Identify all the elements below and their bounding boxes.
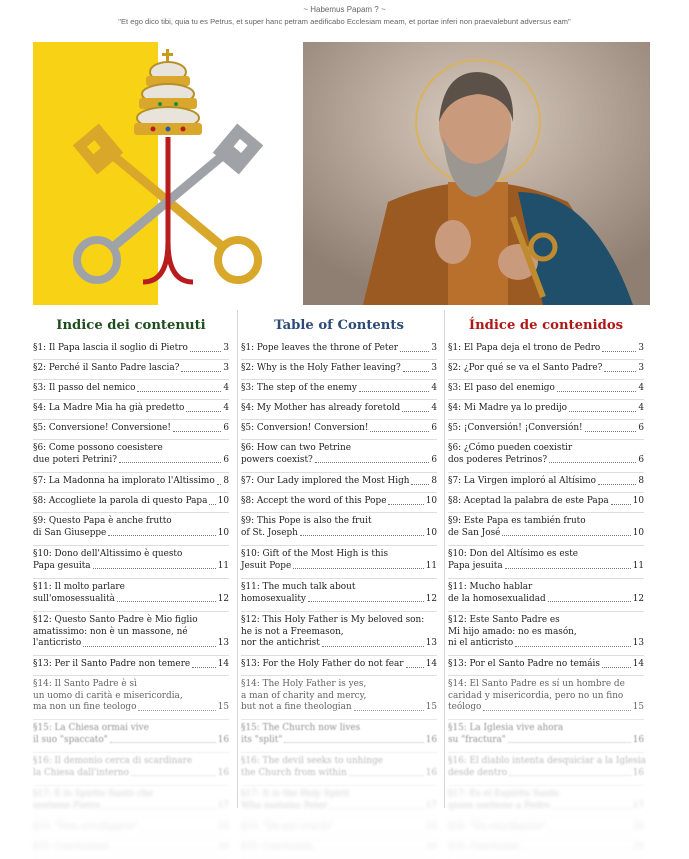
dot-leader bbox=[549, 455, 636, 464]
toc-entry-text: §3: Il passo del nemico bbox=[33, 383, 136, 393]
toc-page-number: 14 bbox=[217, 659, 229, 669]
toc-entry-text: §10: Dono dell'Altissimo è questo bbox=[33, 549, 183, 559]
toc-entry-text: §12: This Holy Father is My beloved son: bbox=[241, 615, 425, 625]
toc-title-spanish: Índice de contenidos bbox=[468, 317, 624, 333]
saint-peter-image bbox=[303, 42, 650, 305]
toc-page-number: 13 bbox=[632, 638, 644, 648]
toc-entry-text: §6: How can two Petrine bbox=[241, 443, 351, 453]
toc-entry[interactable] bbox=[33, 493, 229, 513]
toc-entry-text: §8: Accogliete la parola di questo Papa bbox=[33, 496, 208, 506]
toc-entry-text: but not a fine theologian bbox=[241, 702, 352, 712]
toc-column-english bbox=[241, 310, 437, 852]
toc-entry[interactable] bbox=[241, 493, 437, 513]
toc-entry-text: §1: Pope leaves the throne of Peter bbox=[241, 343, 398, 353]
dot-leader bbox=[403, 363, 430, 372]
dot-leader bbox=[411, 476, 429, 485]
toc-entry-text: §15: La Chiesa ormai vive bbox=[33, 723, 149, 733]
toc-entry-text: di San Giuseppe bbox=[33, 527, 107, 538]
toc-page-number: 6 bbox=[223, 423, 229, 433]
toc-entry-text: §15: The Church now lives bbox=[241, 723, 361, 733]
dot-leader bbox=[359, 383, 429, 392]
dot-leader bbox=[400, 343, 429, 352]
toc-entry-text: §11: Il molto parlare bbox=[33, 582, 125, 592]
toc-entry-text: §12: Questo Santo Padre è Mio figlio bbox=[33, 615, 198, 625]
toc-page-number: 3 bbox=[638, 363, 644, 373]
dot-leader bbox=[93, 561, 216, 570]
toc-page-number: 15 bbox=[632, 702, 644, 712]
dot-leader bbox=[315, 455, 430, 464]
dot-leader bbox=[186, 403, 221, 412]
toc-entry-text: §13: Por el Santo Padre no temáis bbox=[448, 659, 600, 669]
toc-page-number: 4 bbox=[223, 403, 229, 413]
toc-entry-text: homosexuality bbox=[241, 593, 306, 604]
dot-leader bbox=[137, 383, 221, 392]
toc-entry[interactable] bbox=[241, 839, 437, 859]
toc-entry-text: desde dentro bbox=[448, 767, 508, 778]
toc-entry[interactable] bbox=[33, 380, 229, 400]
toc-entry[interactable] bbox=[448, 579, 644, 612]
toc-entry[interactable] bbox=[33, 839, 229, 859]
toc-page-number: 4 bbox=[431, 403, 437, 413]
dot-leader bbox=[598, 476, 636, 485]
toc-entry-text: l'anticristo bbox=[33, 638, 82, 648]
toc-entry[interactable] bbox=[241, 360, 437, 380]
dot-leader bbox=[388, 496, 423, 505]
toc-page-number: 3 bbox=[223, 363, 229, 373]
toc-entry-text: §7: Our Lady implored the Most High bbox=[241, 476, 410, 486]
toc-entry-text: caridad y misericordia, pero no un fino bbox=[448, 690, 624, 701]
toc-page-number: 4 bbox=[431, 383, 437, 393]
toc-page-number: 6 bbox=[638, 454, 644, 465]
toc-page-number: 15 bbox=[217, 702, 229, 712]
toc-entry[interactable] bbox=[241, 380, 437, 400]
toc-entry[interactable] bbox=[448, 839, 644, 859]
dot-leader bbox=[406, 659, 424, 668]
toc-page-number: 17 bbox=[425, 800, 437, 811]
toc-entry[interactable] bbox=[241, 440, 437, 473]
toc-entry-text: sostiene Pietro bbox=[33, 800, 101, 811]
toc-page-number: 18 bbox=[425, 822, 437, 832]
toc-entry-text: Who sustains Peter bbox=[241, 800, 328, 811]
toc-page-number: 17 bbox=[632, 800, 644, 811]
dot-leader bbox=[509, 768, 631, 777]
toc-page-number: 13 bbox=[425, 638, 437, 648]
toc-page-number: 16 bbox=[632, 767, 644, 778]
toc-entry-text: su "fractura" bbox=[448, 734, 506, 745]
toc-entry-text: ni el anticristo bbox=[448, 638, 514, 648]
toc-page-number: 10 bbox=[425, 527, 437, 538]
toc-entry[interactable] bbox=[33, 656, 229, 676]
dot-leader bbox=[502, 528, 630, 537]
toc-page-number: 8 bbox=[638, 476, 644, 486]
toc-entry[interactable] bbox=[33, 676, 229, 720]
header-motto: "Et ego dico tibi, quia tu es Petrus, et super hanc petram aedificabo Ecclesiam meam, et portae inferi non praevalebunt adversus eam" bbox=[118, 17, 571, 26]
dot-leader bbox=[521, 842, 630, 851]
dot-leader bbox=[508, 735, 631, 744]
vatican-flag-image bbox=[33, 42, 282, 305]
toc-entry[interactable] bbox=[33, 420, 229, 440]
toc-column-spanish bbox=[448, 310, 646, 852]
toc-entry-text: §10: Don del Altísimo es este bbox=[448, 549, 579, 559]
toc-entry-text: §6: ¿Cómo pueden coexistir bbox=[448, 443, 573, 453]
toc-entry-text: §9: Este Papa es también fruto bbox=[448, 516, 586, 526]
dot-leader bbox=[402, 403, 429, 412]
toc-entry[interactable] bbox=[33, 612, 229, 656]
toc-entry[interactable] bbox=[448, 819, 644, 839]
toc-page-number: 16 bbox=[632, 734, 644, 745]
toc-page-number: 16 bbox=[425, 734, 437, 745]
toc-page-number: 14 bbox=[425, 659, 437, 669]
toc-entry[interactable] bbox=[448, 676, 644, 720]
toc-entry[interactable] bbox=[448, 786, 644, 819]
toc-page-number: 3 bbox=[431, 363, 437, 373]
toc-entry-text: §2: Perché il Santo Padre lascia? bbox=[33, 363, 180, 373]
toc-entry-text: §16: Il demonio cerca di scardinare bbox=[33, 756, 193, 766]
toc-entry[interactable] bbox=[33, 513, 229, 546]
toc-entry[interactable] bbox=[33, 786, 229, 819]
toc-entry[interactable] bbox=[241, 676, 437, 720]
toc-entry-text: §17: È lo Spirito Santo che bbox=[33, 789, 154, 799]
dot-leader bbox=[370, 423, 429, 432]
toc-entry-text: §8: Accept the word of this Pope bbox=[241, 496, 387, 506]
toc-entry-text: §17: It is the Holy Spirit bbox=[241, 789, 350, 799]
toc-page-number: 11 bbox=[632, 560, 644, 571]
toc-entry-text: §11: Mucho hablar bbox=[448, 582, 533, 592]
toc-page-number: 16 bbox=[217, 734, 229, 745]
toc-page-number: 10 bbox=[425, 496, 437, 506]
toc-page-number: 3 bbox=[431, 343, 437, 353]
toc-list bbox=[448, 340, 644, 859]
toc-entry-text: un uomo di carità e misericordia, bbox=[33, 690, 183, 701]
toc-page-number: 10 bbox=[217, 496, 229, 506]
toc-page-number: 11 bbox=[217, 560, 229, 571]
dot-leader bbox=[548, 822, 630, 831]
toc-entry[interactable] bbox=[33, 579, 229, 612]
toc-entry[interactable] bbox=[241, 513, 437, 546]
toc-entry-text: teólogo bbox=[448, 702, 482, 712]
toc-entry-text: de San José bbox=[448, 527, 501, 538]
toc-entry[interactable] bbox=[241, 546, 437, 579]
dot-leader bbox=[569, 403, 636, 412]
toc-entry-text: §9: Questo Papa è anche frutto bbox=[33, 516, 172, 526]
toc-entry[interactable] bbox=[448, 720, 644, 753]
dot-leader bbox=[138, 702, 215, 711]
toc-page-number: 12 bbox=[632, 593, 644, 604]
column-separator bbox=[237, 310, 238, 808]
toc-entry-text: nor the antichrist bbox=[241, 638, 320, 648]
toc-entry[interactable] bbox=[448, 546, 644, 579]
toc-entry-text: sull'omosessualità bbox=[33, 593, 115, 604]
toc-entry-text: §17: Es el Espíritu Santo bbox=[448, 789, 560, 799]
dot-leader bbox=[293, 561, 424, 570]
dot-leader bbox=[117, 594, 216, 603]
toc-entry-text: §18: "Do not crucify" bbox=[241, 822, 335, 832]
toc-entry-text: §14: Il Santo Padre è sì bbox=[33, 679, 137, 689]
dot-leader bbox=[505, 561, 631, 570]
toc-entry-text: the Church from within bbox=[241, 767, 347, 778]
toc-entry[interactable] bbox=[448, 513, 644, 546]
toc-page-number: 8 bbox=[431, 476, 437, 486]
toc-entry[interactable] bbox=[241, 819, 437, 839]
toc-entry[interactable] bbox=[448, 400, 644, 420]
toc-entry[interactable] bbox=[241, 612, 437, 656]
toc-page-number: 19 bbox=[425, 842, 437, 852]
toc-page-number: 8 bbox=[223, 476, 229, 486]
toc-entry-text: §4: Mi Madre ya lo predijo bbox=[448, 403, 567, 413]
toc-entry-text: §2: ¿Por qué se va el Santo Padre? bbox=[448, 363, 603, 373]
dot-leader bbox=[483, 702, 630, 711]
toc-page-number: 6 bbox=[223, 454, 229, 465]
toc-entry-text: §5: Conversion! Conversion! bbox=[241, 423, 369, 433]
toc-entry-text: §18: "Non crocifiggete" bbox=[33, 822, 139, 832]
toc-entry[interactable] bbox=[448, 420, 644, 440]
dot-leader bbox=[548, 594, 631, 603]
toc-entry-text: §14: El Santo Padre es sí un hombre de bbox=[448, 679, 625, 689]
toc-entry-text: de la homosexualidad bbox=[448, 593, 546, 604]
toc-entry[interactable] bbox=[33, 546, 229, 579]
toc-page-number: 13 bbox=[217, 638, 229, 648]
toc-entry-text: §1: Il Papa lascia il soglio di Pietro bbox=[33, 343, 188, 353]
toc-entry-text: §4: La Madre Mia ha già predetto bbox=[33, 403, 185, 413]
toc-entry-text: a man of charity and mercy, bbox=[241, 690, 367, 701]
toc-entry[interactable] bbox=[33, 819, 229, 839]
toc-entry-text: §3: El paso del enemigo bbox=[448, 383, 555, 393]
dot-leader bbox=[192, 659, 216, 668]
toc-page-number: 10 bbox=[632, 496, 644, 506]
toc-page-number: 4 bbox=[223, 383, 229, 393]
header-title: ~ Habemus Papam ? ~ bbox=[303, 5, 386, 14]
toc-entry-text: he is not a Freemason, bbox=[241, 626, 344, 637]
toc-entry[interactable] bbox=[33, 720, 229, 753]
toc-entry-text: §6: Come possono coesistere bbox=[33, 443, 163, 453]
toc-title-italian: Indice dei contenuti bbox=[56, 317, 206, 333]
toc-entry[interactable] bbox=[241, 786, 437, 819]
toc-page-number: 6 bbox=[638, 423, 644, 433]
toc-entry[interactable] bbox=[33, 360, 229, 380]
toc-entry-text: §4: My Mother has already foretold bbox=[241, 403, 401, 413]
toc-entry-text: §16: The devil seeks to unhinge bbox=[241, 756, 383, 766]
dot-leader bbox=[611, 496, 631, 505]
dot-leader bbox=[190, 343, 222, 352]
dot-leader bbox=[349, 768, 424, 777]
toc-entry-text: §19: Conclusión bbox=[448, 842, 520, 852]
dot-leader bbox=[217, 476, 222, 485]
dot-leader bbox=[131, 768, 216, 777]
toc-page-number: 18 bbox=[632, 822, 644, 832]
toc-entry[interactable] bbox=[241, 753, 437, 786]
toc-entry[interactable] bbox=[448, 340, 644, 360]
toc-entry[interactable] bbox=[448, 493, 644, 513]
toc-page-number: 16 bbox=[425, 767, 437, 778]
toc-list bbox=[241, 340, 437, 859]
dot-leader bbox=[83, 638, 215, 647]
dot-leader bbox=[140, 822, 216, 831]
toc-entry[interactable] bbox=[448, 360, 644, 380]
toc-entry-text: §5: Conversione! Conversione! bbox=[33, 423, 171, 433]
dot-leader bbox=[308, 594, 424, 603]
toc-entry[interactable] bbox=[241, 420, 437, 440]
toc-entry[interactable] bbox=[448, 656, 644, 676]
dot-leader bbox=[173, 423, 221, 432]
dot-leader bbox=[209, 496, 215, 505]
toc-page-number: 14 bbox=[632, 659, 644, 669]
toc-entry[interactable] bbox=[241, 340, 437, 360]
toc-entry[interactable] bbox=[33, 400, 229, 420]
toc-entry-text: Papa jesuita bbox=[448, 560, 503, 571]
toc-entry-text: Papa gesuita bbox=[33, 560, 91, 571]
dot-leader bbox=[322, 638, 424, 647]
dot-leader bbox=[300, 528, 424, 537]
dot-leader bbox=[552, 801, 631, 810]
dot-leader bbox=[330, 801, 424, 810]
dot-leader bbox=[602, 343, 636, 352]
toc-entry-text: §14: The Holy Father is yes, bbox=[241, 679, 367, 689]
toc-entry-text: §7: La Madonna ha implorato l'Altissimo bbox=[33, 476, 215, 486]
toc-page-number: 6 bbox=[431, 454, 437, 465]
dot-leader bbox=[112, 842, 216, 851]
toc-entry-text: its "split" bbox=[241, 734, 283, 745]
dot-leader bbox=[336, 822, 423, 831]
toc-entry[interactable] bbox=[241, 720, 437, 753]
toc-entry[interactable] bbox=[33, 440, 229, 473]
dot-leader bbox=[604, 363, 636, 372]
toc-entry[interactable] bbox=[33, 473, 229, 493]
toc-page-number: 10 bbox=[217, 527, 229, 538]
toc-entry-text: la Chiesa dall'interno bbox=[33, 767, 129, 778]
column-separator bbox=[444, 310, 445, 808]
toc-entry[interactable] bbox=[33, 753, 229, 786]
toc-page-number: 3 bbox=[638, 343, 644, 353]
toc-entry-text: due poteri Petrini? bbox=[33, 454, 117, 465]
toc-entry-text: quien sostiene a Pedro bbox=[448, 800, 551, 811]
toc-entry[interactable] bbox=[241, 400, 437, 420]
toc-entry[interactable] bbox=[241, 473, 437, 493]
toc-list bbox=[33, 340, 229, 859]
toc-entry-text: §12: Este Santo Padre es bbox=[448, 615, 560, 625]
toc-entry-text: powers coexist? bbox=[241, 454, 313, 465]
toc-entry[interactable] bbox=[241, 656, 437, 676]
toc-page-number: 18 bbox=[217, 822, 229, 832]
toc-entry-text: Mi hijo amado: no es masón, bbox=[448, 626, 577, 637]
toc-entry-text: amatissimo: non è un massone, né bbox=[33, 626, 188, 637]
toc-page-number: 3 bbox=[223, 343, 229, 353]
toc-entry-text: dos poderes Petrinos? bbox=[448, 454, 548, 465]
toc-page-number: 12 bbox=[425, 593, 437, 604]
toc-entry-text: Jesuit Pope bbox=[241, 560, 292, 571]
toc-entry-text: §1: El Papa deja el trono de Pedro bbox=[448, 343, 601, 353]
toc-entry[interactable] bbox=[448, 473, 644, 493]
dot-leader bbox=[354, 702, 424, 711]
toc-entry-text: il suo "spaccato" bbox=[33, 734, 108, 745]
toc-entry[interactable] bbox=[448, 612, 644, 656]
toc-entry-text: §9: This Pope is also the fruit bbox=[241, 516, 372, 526]
toc-page-number: 15 bbox=[425, 702, 437, 712]
dot-leader bbox=[181, 363, 221, 372]
toc-entry-text: ma non un fine teologo bbox=[33, 702, 137, 712]
toc-page-number: 19 bbox=[632, 842, 644, 852]
toc-page-number: 11 bbox=[425, 560, 437, 571]
toc-entry[interactable] bbox=[448, 753, 644, 786]
dot-leader bbox=[102, 801, 216, 810]
toc-page-number: 17 bbox=[217, 800, 229, 811]
toc-page-number: 16 bbox=[217, 767, 229, 778]
toc-entry[interactable] bbox=[241, 579, 437, 612]
toc-entry-text: of St. Joseph bbox=[241, 527, 298, 538]
toc-entry-text: §11: The much talk about bbox=[241, 582, 356, 592]
toc-page-number: 10 bbox=[632, 527, 644, 538]
toc-entry[interactable] bbox=[33, 340, 229, 360]
toc-entry-text: §7: La Virgen imploró al Altísimo bbox=[448, 476, 596, 486]
toc-entry[interactable] bbox=[448, 380, 644, 400]
toc-page-number: 4 bbox=[638, 403, 644, 413]
toc-page-number: 4 bbox=[638, 383, 644, 393]
toc-entry-text: §16: El diablo intenta desquiciar a la Iglesia bbox=[448, 756, 646, 766]
toc-column-italian bbox=[33, 310, 229, 852]
toc-entry-text: §5: ¡Conversión! ¡Conversión! bbox=[448, 423, 583, 433]
toc-page-number: 12 bbox=[217, 593, 229, 604]
toc-entry-text: §19: Conclusione bbox=[33, 842, 110, 852]
toc-title-english: Table of Contents bbox=[274, 317, 404, 333]
dot-leader bbox=[602, 659, 631, 668]
toc-entry-text: §15: La Iglesia vive ahora bbox=[448, 723, 564, 733]
toc-entry[interactable] bbox=[448, 440, 644, 473]
toc-entry-text: §3: The step of the enemy bbox=[241, 383, 357, 393]
toc-entry-text: §10: Gift of the Most High is this bbox=[241, 549, 389, 559]
dot-leader bbox=[119, 455, 221, 464]
dot-leader bbox=[108, 528, 215, 537]
toc-entry-text: §13: Per il Santo Padre non temere bbox=[33, 659, 191, 669]
toc-entry-text: §19: Conclusion bbox=[241, 842, 313, 852]
dot-leader bbox=[515, 638, 630, 647]
toc-entry-text: §2: Why is the Holy Father leaving? bbox=[241, 363, 401, 373]
dot-leader bbox=[110, 735, 216, 744]
dot-leader bbox=[314, 842, 423, 851]
toc-entry-text: §13: For the Holy Father do not fear bbox=[241, 659, 404, 669]
toc-entry-text: §8: Aceptad la palabra de este Papa bbox=[448, 496, 609, 506]
dot-leader bbox=[284, 735, 423, 744]
toc-page-number: 19 bbox=[217, 842, 229, 852]
toc-entry-text: §18: "No crucifiquéis" bbox=[448, 822, 547, 832]
dot-leader bbox=[557, 383, 637, 392]
dot-leader bbox=[585, 423, 637, 432]
toc-page-number: 6 bbox=[431, 423, 437, 433]
